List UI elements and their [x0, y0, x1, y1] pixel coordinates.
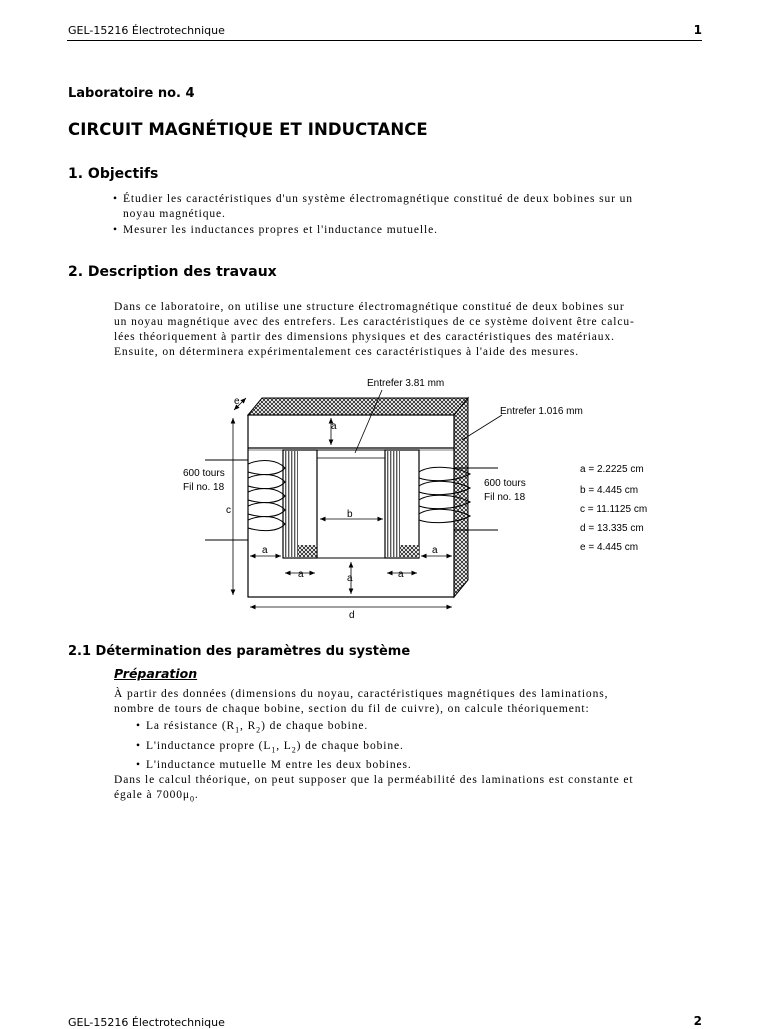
core-top-face: [248, 398, 468, 415]
window-lamination-left: [284, 451, 298, 557]
paragraph-line: Ensuite, on déterminera expérimentalement ces caractéristiques à l'aide des mesures.: [114, 346, 579, 358]
dim-value-a: a = 2.2225 cm: [580, 464, 644, 475]
bullet-icon: •: [136, 720, 141, 732]
dim-value-c: c = 11.1125 cm: [580, 504, 648, 515]
label-coil-left-wire: Fil no. 18: [183, 482, 225, 493]
dim-c: c: [226, 505, 231, 516]
window-lamination-right: [386, 451, 400, 557]
footer-page-number: 2: [693, 1014, 702, 1028]
label-gap-side: Entrefer 1.016 mm: [500, 406, 583, 417]
dim-value-b: b = 4.445 cm: [580, 485, 639, 496]
dim-a-right: a: [432, 545, 438, 556]
header-page-number: 1: [693, 23, 702, 37]
dim-a-window-left: a: [298, 569, 304, 580]
section2-paragraph: [114, 300, 701, 360]
dim-value-d: d = 13.335 cm: [580, 523, 644, 534]
prep-bullet-3: • L'inductance mutuelle M entre les deux bobines.: [136, 759, 412, 771]
objective-1-line1: Étudier les caractéristiques d'un système électromagnétique constitué de deux bobines sur un: [123, 193, 633, 205]
objective-1-line2: noyau magnétique.: [123, 208, 226, 220]
dim-d: d: [349, 610, 355, 621]
header-course: GEL-15216 Électrotechnique: [68, 24, 225, 37]
section21-heading: 2.1 Détermination des paramètres du système: [68, 644, 411, 659]
dim-a-window-right: a: [398, 569, 404, 580]
objective-1: [113, 192, 701, 207]
dim-a-left: a: [262, 545, 268, 556]
lab-label: Laboratoire no. 4: [68, 86, 195, 101]
intro-line: nombre de tours de chaque bobine, section du fil de cuivre), on calcule théoriquement:: [114, 703, 590, 715]
objective-1-cont: [123, 207, 226, 222]
paragraph-line: Dans ce laboratoire, on utilise une structure électromagnétique constitué de deux bobines sur: [114, 301, 625, 313]
bullet-icon: •: [136, 759, 141, 771]
bullet-icon: •: [136, 740, 141, 752]
section1-heading: 1. Objectifs: [68, 166, 159, 182]
page-title: CIRCUIT MAGNÉTIQUE ET INDUCTANCE: [68, 120, 428, 139]
magnetic-circuit-figure: [0, 370, 768, 625]
bullet-icon: •: [113, 193, 118, 205]
section21-closing: [114, 773, 701, 806]
prep-bullet-2: • L'inductance propre ($L_1$, $L_2$) de chaque bobine.: [136, 740, 404, 755]
dim-a-top: a: [331, 421, 337, 432]
paragraph-line: un noyau magnétique avec des entrefers. Les caractéristiques de ce système doivent être calcu-: [114, 316, 635, 328]
label-coil-left-turns: 600 tours: [183, 468, 225, 479]
label-coil-right-turns: 600 tours: [484, 478, 526, 489]
intro-line: À partir des données (dimensions du noyau, caractéristiques magnétiques des laminations,: [114, 688, 609, 700]
label-coil-right-wire: Fil no. 18: [484, 492, 526, 503]
bullet-icon: •: [113, 224, 118, 236]
header-rule: [67, 40, 702, 41]
dim-a-bottom: a: [347, 573, 353, 584]
closing-line-2: égale à $7000\mu_0$.: [114, 789, 199, 804]
label-gap-center: Entrefer 3.81 mm: [367, 378, 445, 389]
dim-e: e: [234, 396, 240, 407]
objective-2-line1: Mesurer les inductances propres et l'inductance mutuelle.: [123, 224, 438, 236]
preparation-subheading: Préparation: [114, 666, 198, 681]
closing-line-1: Dans le calcul théorique, on peut supposer que la perméabilité des laminations est constante et: [114, 774, 634, 786]
section2-heading: 2. Description des travaux: [68, 264, 277, 280]
prep-bullet-1: • La résistance ($R_1$, $R_2$) de chaque bobine.: [136, 720, 369, 735]
dim-b: b: [347, 509, 353, 520]
objective-2: [113, 223, 438, 238]
dim-value-e: e = 4.445 cm: [580, 542, 639, 553]
section21-intro: [114, 687, 701, 717]
footer-course: GEL-15216 Électrotechnique: [68, 1016, 225, 1029]
paragraph-line: lées théoriquement à partir des dimensions physiques et des caractéristiques des matériaux.: [114, 331, 615, 343]
